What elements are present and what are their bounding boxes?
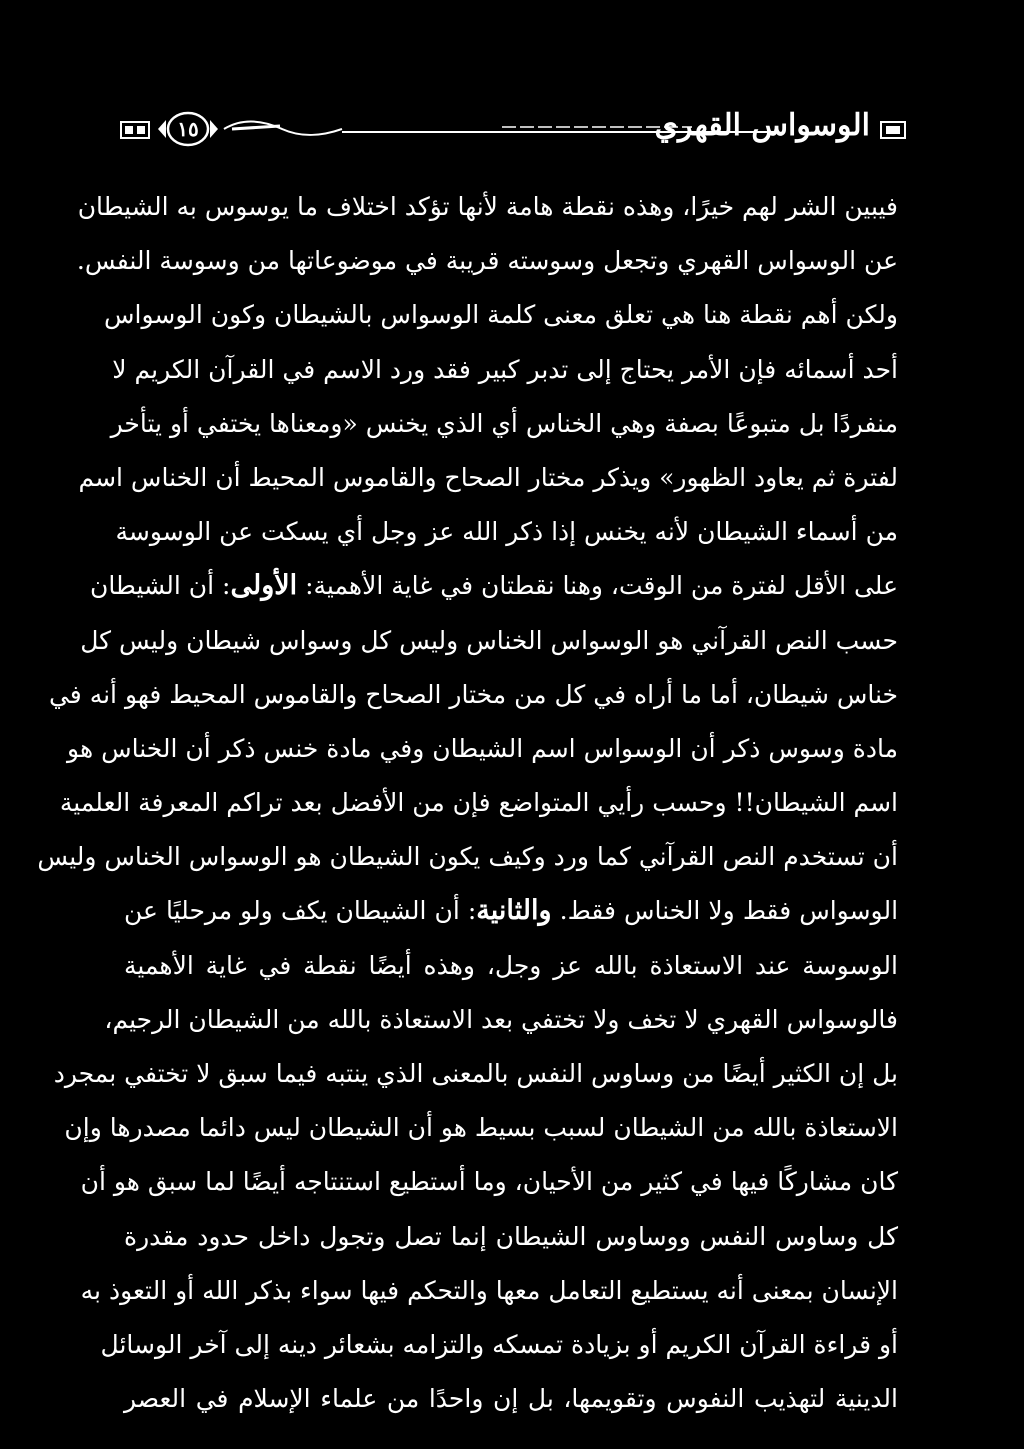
line-text: من أسماء الشيطان لأنه يخنس إذا ذكر الله عز وجل أي يسكت عن الوسوسة [115,517,898,547]
text-line [80,1155,898,1209]
text-line [124,939,898,993]
text-line [64,1101,898,1155]
text-line [53,1047,898,1101]
line-text: أو قراءة القرآن الكريم أو بزيادة تمسكه والتزامه بشعائر دينه إلى آخر الوسائل [100,1329,898,1359]
line-text: كان مشاركًا فيها في كثير من الأحيان، وما أستطيع استنتاجه أيضًا لما سبق هو أن [80,1167,898,1197]
line-text: لفترة ثم يعاود الظهور» ويذكر مختار الصحاح والقاموس المحيط أن الخناس اسم [78,462,898,492]
text-line [78,451,898,505]
text-line [76,234,898,288]
page-header [118,104,908,154]
line-text: الإنسان بمعنى أنه يستطيع التعامل معها والتحكم فيها سواء بذكر الله أو التعوذ به [80,1275,898,1305]
page-number: ١٥ [177,117,199,141]
line-text: ولكن أهم نقطة هنا هي تعلق معنى كلمة الوسواس بالشيطان وكون الوسواس [104,300,898,330]
line-text: : أن الشيطان يكف ولو مرحليًا عن [124,896,477,926]
text-line [100,1318,898,1372]
text-line [59,776,898,830]
line-text: حسب النص القرآني هو الوسواس الخناس وليس كل وسواس شيطان وليس كل [80,625,898,655]
text-line [115,505,898,559]
line-text: فيبين الشر لهم خيرًا، وهذه نقطة هامة لأنها تؤكد اختلاف ما يوسوس به الشيطان [77,192,898,221]
line-text: عن الوسواس القهري وتجعل وسوسته قريبة في موضوعاتها من وسوسة النفس. [76,246,898,276]
line-text: أحد أسمائه فإن الأمر يحتاج إلى تدبر كبير فقد ورد الاسم في القرآن الكريم لا [112,354,898,384]
text-line [89,559,898,613]
body-text [37,180,899,1426]
line-text: اسم الشيطان!! وحسب رأيي المتواضع فإن من الأفضل بعد تراكم المعرفة العلمية [59,788,898,818]
line-text: أن تستخدم النص القرآني كما ورد وكيف يكون الشيطان هو الوسواس الخناس وليس [37,842,898,872]
line-text: كل وساوس النفس ووساوس الشيطان إنما تصل وتجول داخل حدود مقدرة [124,1221,898,1251]
header-ornament-box-icon [880,120,906,140]
text-line [110,397,898,451]
line-text: على الأقل لفترة من الوقت، وهنا نقطتان في غاية الأهمية: [297,571,898,601]
text-line [67,722,898,776]
text-line [124,1372,898,1426]
text-line [77,180,898,234]
header-ornament-box-icon [120,120,150,140]
text-line [124,1210,898,1264]
line-text: الوسوسة عند الاستعاذة بالله عز وجل، وهذه أيضًا نقطة في غاية الأهمية [124,950,898,980]
line-text: الدينية لتهذيب النفوس وتقويمها، بل إن واحدًا من علماء الإسلام في العصر [124,1384,898,1414]
text-line [80,1264,898,1318]
text-line [48,668,898,722]
section-heading-second: والثانية [476,895,552,927]
text-line [37,830,898,884]
line-text: بل إن الكثير أيضًا من وساوس النفس بالمعنى الذي ينتبه فيما سبق لا تختفي بمجرد [53,1059,898,1088]
text-line [124,884,898,938]
line-text: منفردًا بل متبوعًا بصفة وهي الخناس أي الذي يخنس «ومعناها يختفي أو يتأخر [110,408,898,438]
line-text: الاستعاذة بالله من الشيطان لسبب بسيط هو أن الشيطان ليس دائما مصدرها وإن [64,1113,898,1143]
line-text: الوسواس فقط ولا الخناس فقط. [559,896,899,926]
line-text: خناس شيطان، أما ما أراه في كل من مختار الصحاح والقاموس المحيط فهو أنه في [48,679,898,709]
text-line [104,288,898,342]
line-text: فالوسواس القهري لا تخف ولا تختفي بعد الاستعاذة بالله من الشيطان الرجيم، [104,1004,898,1034]
section-heading-first: الأولى [230,570,298,602]
text-line [80,614,898,668]
line-text: : أن الشيطان [89,571,231,601]
running-title: الوسواس القهري [654,108,870,143]
text-line [112,343,898,397]
line-text: مادة وسوس ذكر أن الوسواس اسم الشيطان وفي مادة خنس ذكر أن الخناس هو [67,733,898,763]
text-line [104,993,898,1047]
